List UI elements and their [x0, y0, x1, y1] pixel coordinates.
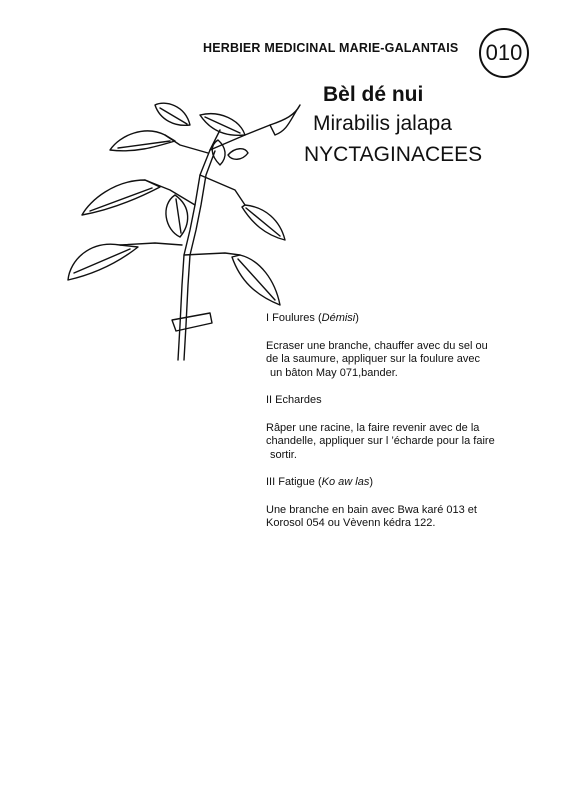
body-line: sortir.	[270, 448, 297, 461]
remedies-text	[266, 312, 556, 545]
local-name: Démisi	[321, 312, 356, 324]
latin-name: Mirabilis jalapa	[313, 112, 452, 135]
body-line: Ecraser une branche, chauffer avec du sel ou	[266, 339, 488, 352]
section-body	[266, 504, 556, 531]
section-heading	[266, 312, 556, 326]
body-line: Korosol 054 ou Vèvenn kédra 122.	[266, 517, 436, 529]
body-line: un bâton May 071,bander.	[270, 366, 398, 379]
body-line: Une branche en bain avec Bwa karé 013 et	[266, 503, 477, 516]
page-number-badge: 010	[479, 28, 529, 78]
section-body	[266, 340, 556, 381]
common-name: Bèl dé nui	[323, 83, 424, 106]
section-heading	[266, 476, 556, 490]
section-heading: II Echardes	[266, 394, 322, 406]
header-title: HERBIER MEDICINAL MARIE-GALANTAIS	[203, 41, 459, 55]
family-name: NYCTAGINACEES	[304, 143, 483, 166]
section-body	[266, 422, 556, 463]
body-line: de la saumure, appliquer sur la foulure avec	[266, 353, 481, 365]
heading-text: )	[355, 312, 359, 324]
heading-text: III Fatigue (	[266, 476, 322, 488]
body-line: Râper une racine, la faire revenir avec de la	[266, 421, 480, 434]
local-name: Ko aw las	[321, 476, 370, 488]
heading-text: )	[369, 476, 374, 488]
body-line: chandelle, appliquer sur l ’écharde pour la faire	[266, 435, 495, 447]
heading-text: I Foulures (	[266, 312, 322, 324]
